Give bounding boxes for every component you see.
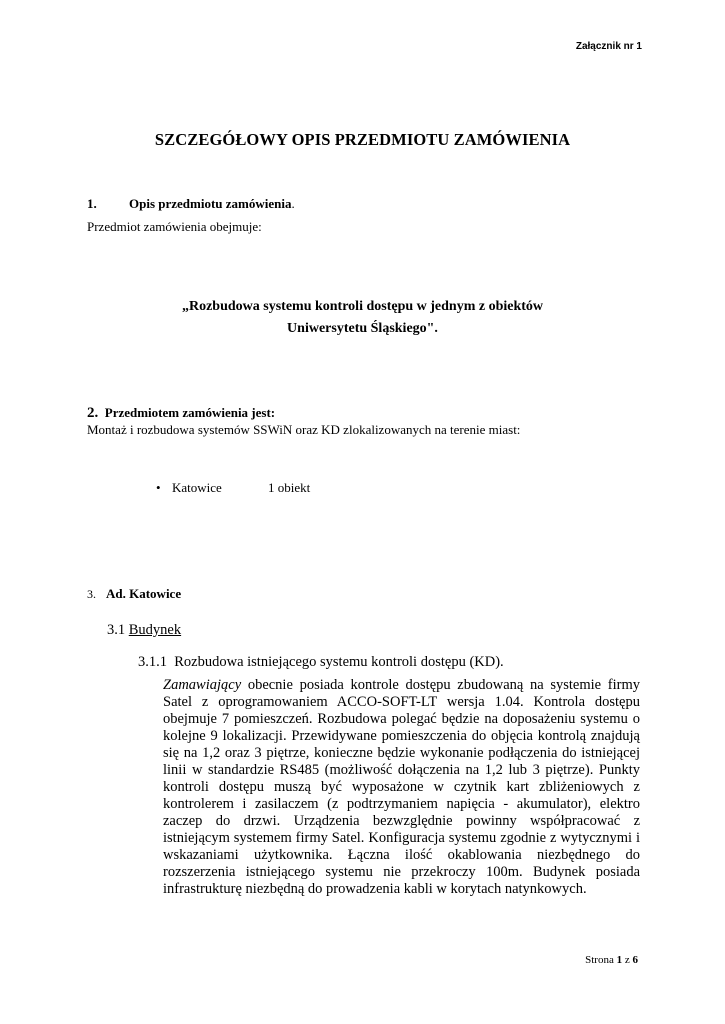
page-number <box>585 954 638 966</box>
section-1-title-suffix: . <box>291 196 295 211</box>
subsection-3-1-1-title: Rozbudowa istniejącego systemu kontroli dostępu (KD). <box>174 654 504 670</box>
section-1-title: Opis przedmiotu zamówienia <box>129 196 292 211</box>
subsection-3-1-1 <box>138 654 504 671</box>
section-3-number: 3. <box>87 587 96 601</box>
list-item <box>156 480 310 496</box>
section-1-description: Przedmiot zamówienia obejmuje: <box>87 219 262 234</box>
subsection-3-1-title: Budynek <box>128 622 182 638</box>
section-3-title: Ad. Katowice <box>106 586 182 601</box>
bullet-icon: • <box>156 480 161 495</box>
section-1-heading <box>129 196 295 212</box>
page-label: Strona <box>585 954 614 966</box>
subsection-3-1-1-body <box>163 677 640 898</box>
section-2-description: Montaż i rozbudowa systemów SSWiN oraz KD zlokalizowanych na terenie miast: <box>87 422 521 437</box>
page-total: 6 <box>632 954 638 966</box>
contract-name-line-1: „Rozbudowa systemu kontroli dostępu w jednym z obiektów <box>181 299 544 314</box>
subsection-3-1-1-number: 3.1.1 <box>138 654 167 670</box>
section-2-title: Przedmiotem zamówienia jest: <box>104 405 276 420</box>
body-text: obecnie posiada kontrole dostępu zbudowaną na systemie firmy Satel z oprogramowaniem ACCO-SOFT-LT wersja 1.04. Kontrola dostępu obejmuje 7 pomieszczeń. Rozbudowa polegać będzie na doposażeniu systemu o kolejne 9 lokalizacji. Przewidywane pomieszczenia do objęcia kontrolą znajdują się na 1,2 oraz 3 piętrze, konieczne będzie wykonanie podłączenia do istniejącej linii w standardzie RS485 (możliwość dołączenia na 1,2 lub 3 piętrze). Punkty kontroli dostępu muszą być wyposażone w czytnik kart zbliżeniowych z kontrolerem i zasilaczem (z podtrzymaniem napięcia - akumulator), elektro zaczep do drzwi. Urządzenia bezwzględnie powinny współpracować z istniejącym systemem firmy Satel. Konfiguracja systemu zgodnie z wytycznymi i wskazaniami użytkownika. Łączna ilość okablowania niezbędnego do rozszerzenia istniejącego systemu nie przekroczy 100m. Budynek posiada infrastrukturę niezbędną do prowadzenia kabli w korytach natynkowych. <box>163 677 640 897</box>
body-italic-term: Zamawiający <box>163 677 242 693</box>
contract-name <box>0 296 725 340</box>
contract-name-line-2: Uniwersytetu Śląskiego". <box>287 321 438 336</box>
section-2-heading <box>87 405 275 422</box>
subsection-3-1 <box>107 622 181 639</box>
section-1-number: 1. <box>87 196 97 211</box>
location-city: Katowice <box>172 480 222 495</box>
location-count: 1 obiekt <box>268 480 311 495</box>
section-3-heading <box>87 586 181 602</box>
section-2-number: 2. <box>87 405 99 421</box>
subsection-3-1-number: 3.1 <box>107 622 126 638</box>
document-title: SZCZEGÓŁOWY OPIS PRZEDMIOTU ZAMÓWIENIA <box>154 130 571 149</box>
page-of: z <box>624 954 630 966</box>
attachment-label: Załącznik nr 1 <box>575 41 642 52</box>
page-current: 1 <box>616 954 623 966</box>
